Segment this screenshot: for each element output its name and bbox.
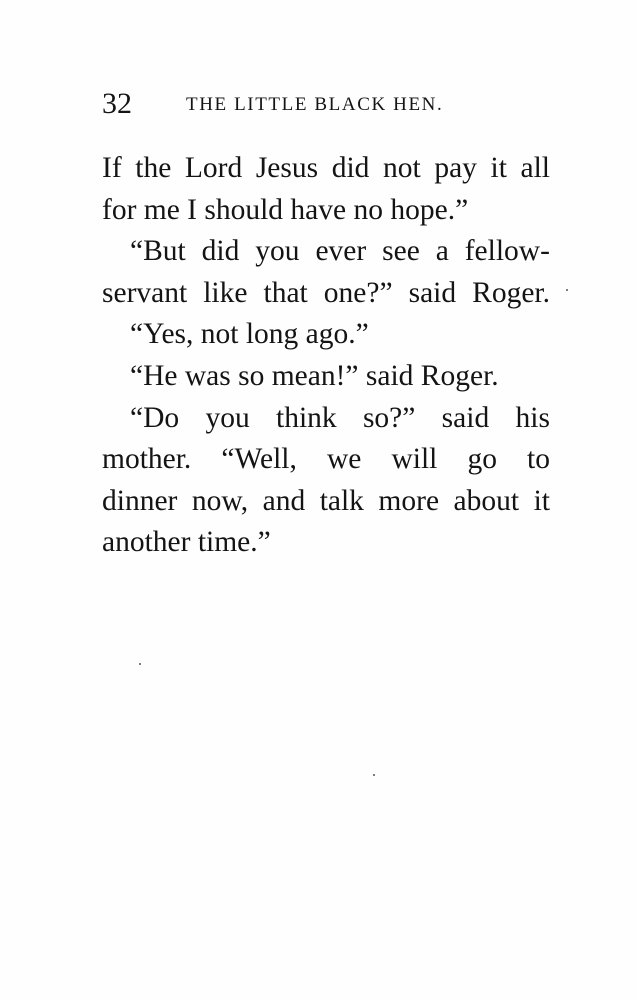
text-line-5: “Yes, not long ago.”	[130, 318, 369, 351]
word: talk	[319, 484, 364, 517]
word: all	[520, 152, 550, 184]
word: pay	[434, 152, 477, 184]
page-number: 32	[102, 87, 132, 120]
word: and	[262, 484, 306, 517]
word: a	[435, 235, 449, 268]
word: “Do	[130, 401, 180, 434]
body-text	[102, 148, 550, 564]
word: one?”	[323, 276, 393, 309]
text-line-8	[102, 439, 550, 481]
word: see	[382, 235, 420, 268]
word: that	[263, 276, 308, 309]
paper-speck	[373, 774, 375, 776]
word: “Well,	[221, 443, 297, 476]
word: we	[326, 443, 362, 476]
word: did	[201, 235, 240, 268]
word: think	[276, 401, 337, 434]
word: you	[255, 235, 300, 268]
word: dinner	[102, 484, 178, 517]
word: If	[102, 152, 122, 184]
word: his	[515, 401, 550, 434]
word: fellow-	[464, 235, 550, 268]
word: “But	[130, 235, 186, 268]
paper-speck	[139, 663, 141, 665]
page-header	[102, 86, 534, 122]
word: did	[331, 152, 370, 184]
word: said	[408, 276, 457, 309]
paper-speck	[566, 289, 568, 291]
word: more	[378, 484, 440, 517]
text-line-3	[102, 231, 550, 273]
word: go	[467, 443, 497, 476]
word: about	[453, 484, 520, 517]
word: Roger.	[472, 276, 550, 309]
word: will	[391, 443, 438, 476]
word: you	[205, 401, 250, 434]
running-title: THE LITTLE BLACK HEN.	[186, 94, 444, 115]
word: not	[383, 152, 421, 184]
word: said	[441, 401, 490, 434]
word: ever	[315, 235, 367, 268]
text-line-2: for me I should have no hope.”	[102, 193, 469, 226]
word: mother.	[102, 443, 192, 476]
word: it	[533, 484, 550, 517]
text-line-1	[102, 148, 550, 190]
text-line-7	[102, 398, 550, 440]
word: like	[203, 276, 248, 309]
word: to	[527, 443, 550, 476]
text-line-6: “He was so mean!” said Roger.	[130, 359, 499, 392]
word: so?”	[362, 401, 416, 434]
word: servant	[102, 276, 188, 309]
word: Jesus	[255, 152, 319, 184]
word: Lord	[184, 152, 243, 184]
text-line-9	[102, 481, 550, 523]
word: the	[135, 152, 172, 184]
word: it	[490, 152, 507, 184]
text-line-10: another time.”	[102, 526, 271, 559]
text-line-4	[102, 273, 550, 315]
word: now,	[191, 484, 249, 517]
